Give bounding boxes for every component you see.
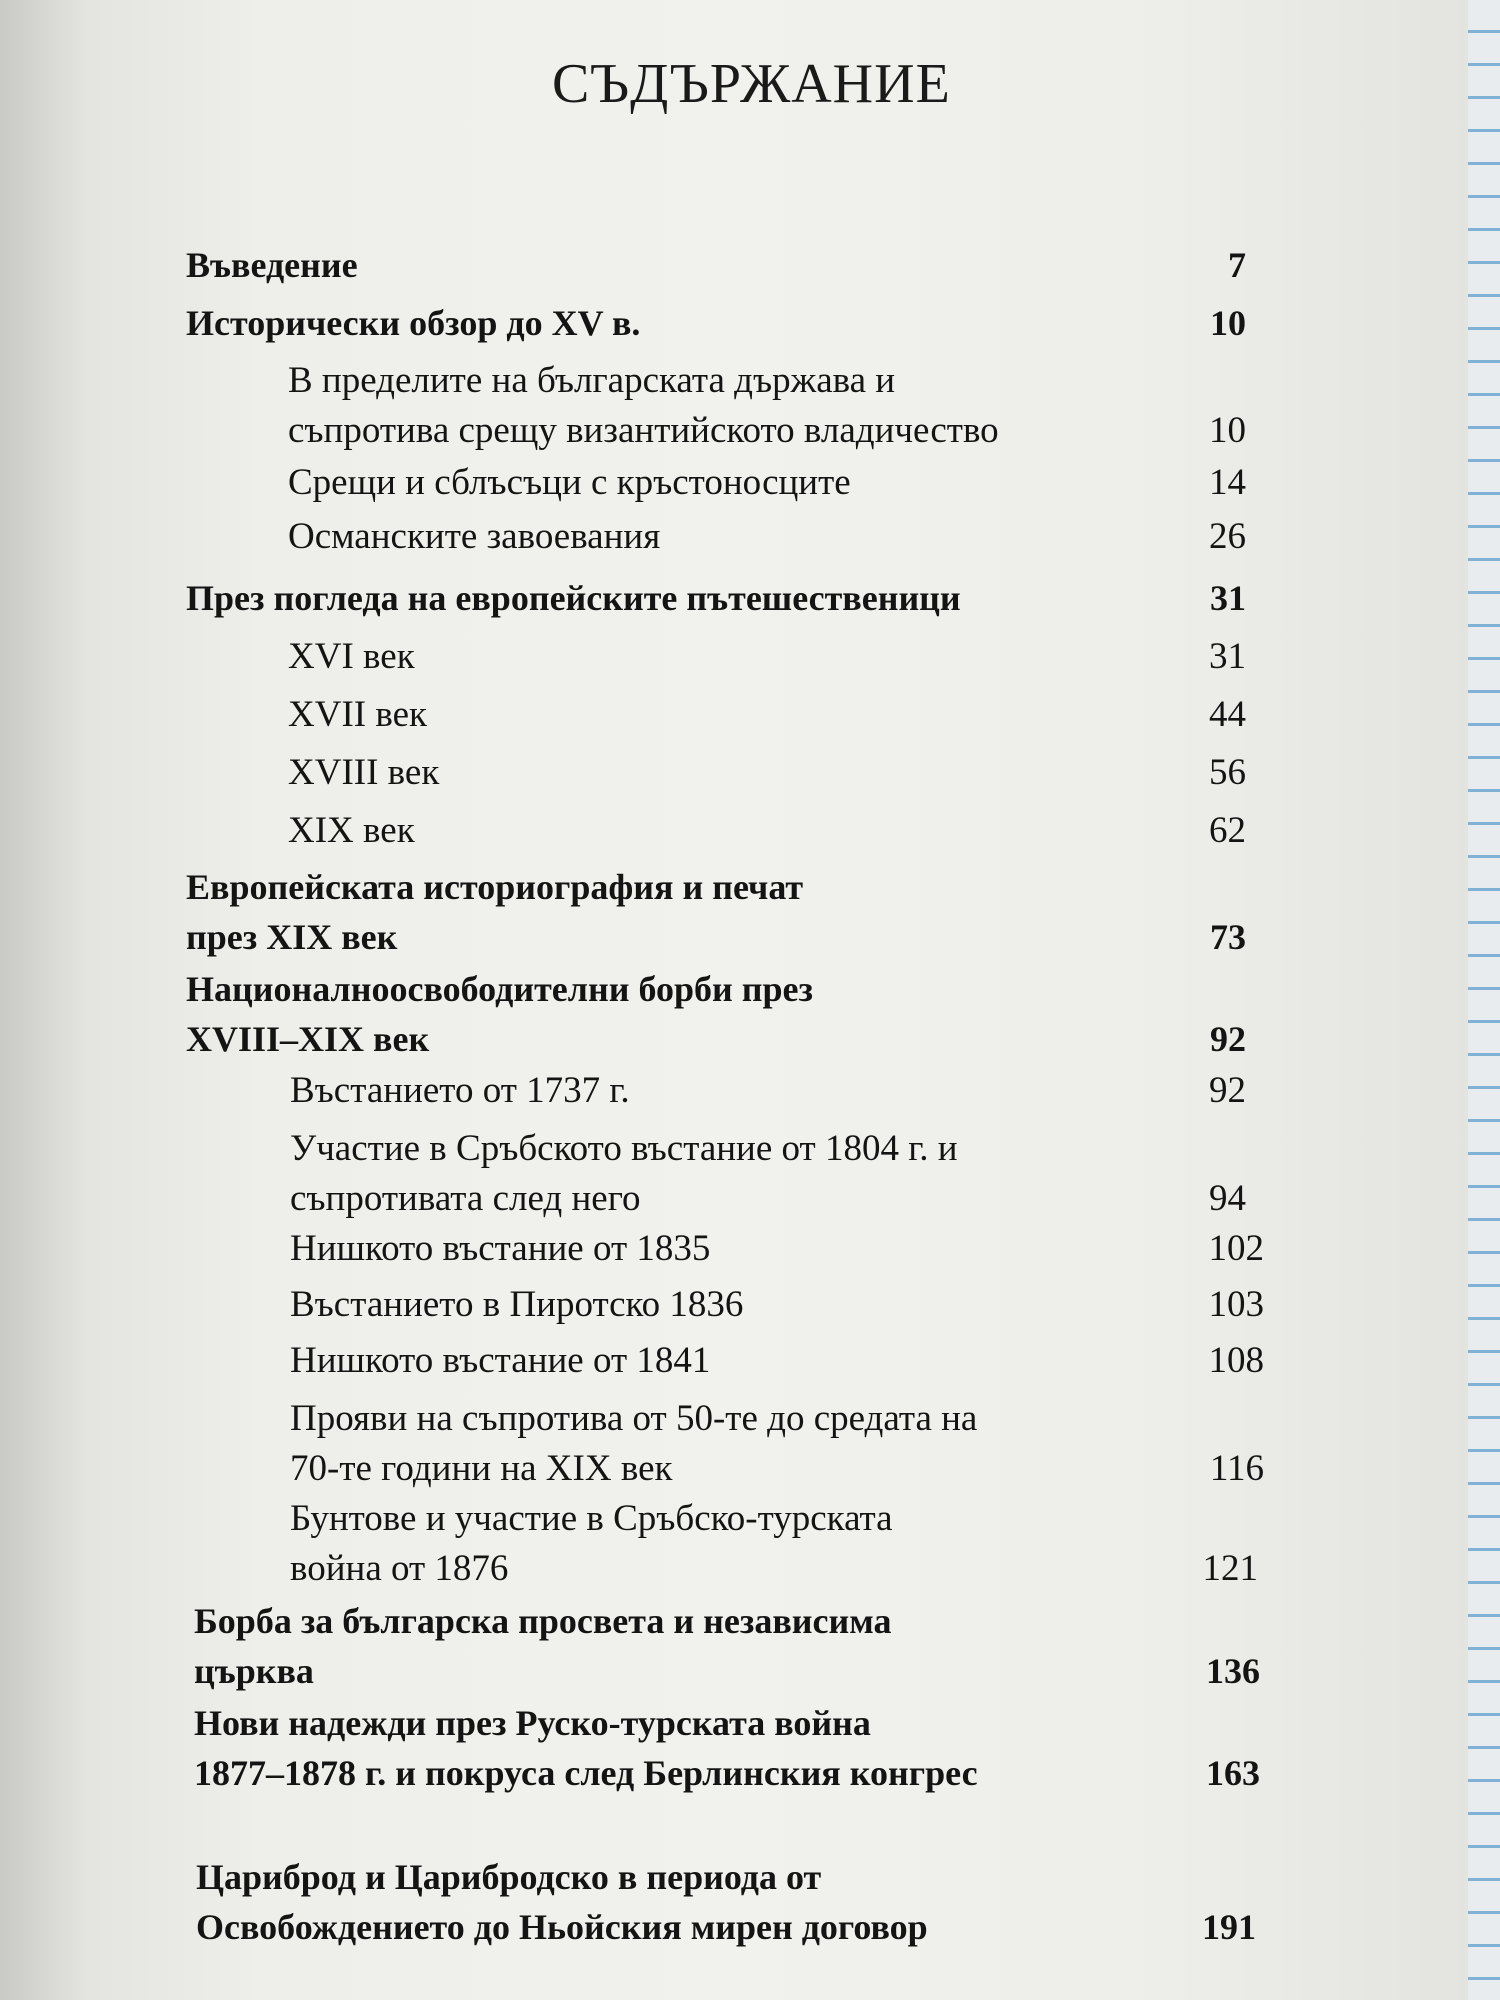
toc-entry-section — [288, 632, 1246, 682]
toc-entry-chapter — [186, 240, 1246, 290]
toc-entry-section — [290, 1280, 1264, 1330]
toc-entry-title: Нишкото въстание от 1835 — [290, 1228, 711, 1269]
toc-entry-chapter — [196, 1852, 1256, 1952]
toc-entry-page: 94 — [1209, 1178, 1246, 1219]
toc-entry-page: 62 — [1209, 810, 1246, 851]
toc-entry-page: 121 — [1202, 1548, 1258, 1589]
toc-entry-page: 108 — [1208, 1340, 1264, 1381]
toc-entry-title: Цариброд и Царибродско в периода от Освобождението до Ньойския мирен договор — [196, 1857, 928, 1947]
toc-entry-title: Участие в Сръбското въстание от 1804 г. и съпротивата след него — [290, 1128, 958, 1219]
toc-entry-page: 92 — [1209, 1070, 1246, 1111]
toc-entry-title: XVII век — [288, 694, 427, 735]
toc-entry-title: Бунтове и участие в Сръбско-турската война от 1876 — [290, 1498, 893, 1589]
toc-entry-chapter — [186, 862, 1246, 962]
toc-entry-section — [290, 1066, 1246, 1116]
toc-entry-page: 14 — [1209, 462, 1246, 503]
toc-entry-title: Срещи и сблъсъци с кръстоносците — [288, 462, 851, 503]
notebook-edge — [1468, 0, 1500, 2000]
toc-entry-page: 136 — [1206, 1651, 1260, 1691]
toc-entry-title: Въстанието от 1737 г. — [290, 1070, 630, 1111]
toc-entry-title: Въстанието в Пиротско 1836 — [290, 1284, 744, 1325]
toc-entry-page: 31 — [1209, 636, 1246, 677]
toc-entry-page: 191 — [1202, 1907, 1256, 1947]
toc-entry-title: Османските завоевания — [288, 516, 661, 557]
toc-entry-page: 26 — [1209, 516, 1246, 557]
toc-entry-chapter — [194, 1698, 1260, 1798]
page-title: СЪДЪРЖАНИЕ — [552, 53, 951, 115]
toc-entry-page: 102 — [1208, 1228, 1264, 1269]
toc-entry-section — [288, 458, 1246, 508]
toc-entry-section — [290, 1224, 1264, 1274]
toc-entry-section — [290, 1124, 1246, 1224]
toc-entry-title: Исторически обзор до XV в. — [186, 303, 641, 343]
toc-entry-section — [288, 512, 1246, 562]
toc-entry-section — [290, 1336, 1264, 1386]
toc-entry-page: 73 — [1210, 917, 1246, 957]
toc-entry-page: 103 — [1208, 1284, 1264, 1325]
toc-entry-title: В пределите на българската държава и съпротива срещу византийското владичество — [288, 360, 999, 451]
toc-entry-chapter — [186, 573, 1246, 623]
toc-entry-page: 7 — [1228, 245, 1246, 285]
toc-entry-title: Нови надежди през Руско-турската война 1877–1878 г. и покруса след Берлинския конгрес — [194, 1703, 978, 1793]
toc-entry-page: 10 — [1209, 410, 1246, 451]
toc-entry-section — [290, 1394, 1264, 1494]
toc-entry-section — [288, 356, 1246, 456]
toc-entry-chapter — [194, 1596, 1260, 1696]
toc-entry-title: Въведение — [186, 245, 358, 285]
toc-entry-title: XVI век — [288, 636, 415, 677]
toc-entry-title: XVIII век — [288, 752, 440, 793]
toc-entry-section — [288, 806, 1246, 856]
toc-entry-section — [288, 690, 1246, 740]
toc-entry-section — [288, 748, 1246, 798]
toc-entry-section — [290, 1494, 1258, 1594]
toc-entry-chapter — [186, 964, 1246, 1064]
toc-entry-chapter — [186, 298, 1246, 348]
toc-entry-title: През погледа на европейските пътешественици — [186, 578, 961, 618]
toc-entry-page: 92 — [1210, 1019, 1246, 1059]
toc-entry-title: Европейската историография и печат през XIX век — [186, 867, 804, 957]
toc-entry-title: Борба за българска просвета и независима църква — [194, 1601, 892, 1691]
toc-entry-page: 116 — [1209, 1448, 1264, 1489]
toc-entry-page: 56 — [1209, 752, 1246, 793]
toc-entry-page: 31 — [1210, 578, 1246, 618]
toc-entry-page: 44 — [1209, 694, 1246, 735]
toc-entry-title: Нишкото въстание от 1841 — [290, 1340, 711, 1381]
toc-entry-page: 10 — [1210, 303, 1246, 343]
toc-entry-page: 163 — [1206, 1753, 1260, 1793]
toc-entry-title: XIX век — [288, 810, 415, 851]
toc-entry-title: Прояви на съпротива от 50-те до средата на 70-те години на XIX век — [290, 1398, 978, 1489]
toc-entry-title: Националноосвободителни борби през XVIII–XIX век — [186, 969, 813, 1059]
